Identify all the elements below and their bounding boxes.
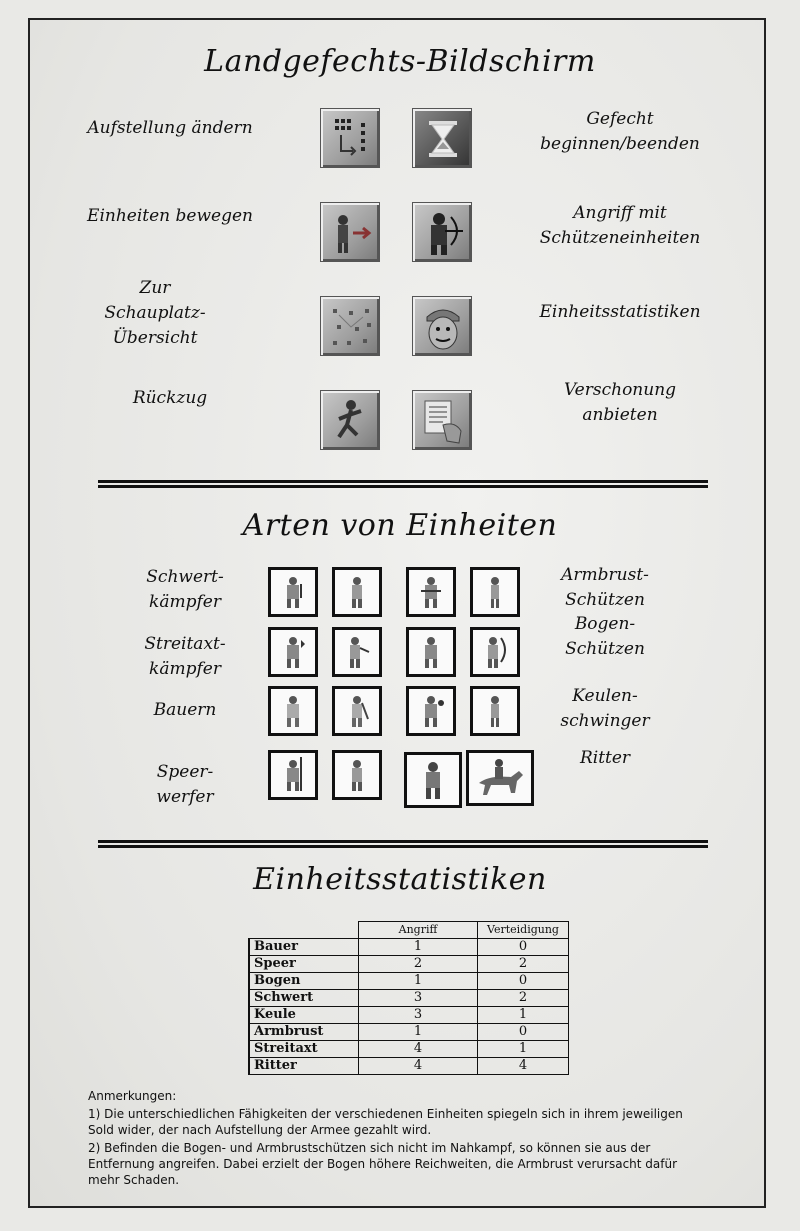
unit-spearman-2-icon bbox=[332, 750, 382, 800]
label-unit-stats: Einheitsstatistiken bbox=[539, 302, 701, 322]
unit-axeman-2-icon bbox=[332, 627, 382, 677]
label-macemen: Keulen- schwinger bbox=[560, 686, 650, 731]
label-start-end-battle: Gefecht beginnen/beenden bbox=[540, 109, 700, 154]
unit-archer-1-icon bbox=[406, 627, 456, 677]
formation-grid-icon[interactable] bbox=[320, 108, 380, 168]
archer-attack-icon[interactable] bbox=[412, 202, 472, 262]
label-retreat: Rückzug bbox=[132, 388, 208, 408]
label-change-formation: Aufstellung ändern bbox=[87, 118, 253, 138]
section-title-battle-screen: Landgefechts-Bildschirm bbox=[204, 44, 596, 79]
unit-spearman-1-icon bbox=[268, 750, 318, 800]
table-row: Schwert 3 2 bbox=[249, 990, 569, 1007]
table-header-row bbox=[249, 922, 569, 939]
header-defense: Verteidigung bbox=[478, 922, 569, 939]
label-crossbowmen: Armbrust- Schützen bbox=[561, 565, 649, 610]
unit-stats-table bbox=[248, 921, 569, 1075]
label-offer-mercy: Verschonung anbieten bbox=[563, 380, 677, 425]
label-axemen: Streitaxt- kämpfer bbox=[144, 634, 226, 679]
unit-maceman-1-icon bbox=[406, 686, 456, 736]
unit-swordsman-1-icon bbox=[268, 567, 318, 617]
unit-crossbowman-2-icon bbox=[470, 567, 520, 617]
table-row: Bauer 1 0 bbox=[249, 939, 569, 956]
unit-knight-1-icon bbox=[404, 752, 462, 808]
table-row: Ritter 4 4 bbox=[249, 1058, 569, 1075]
unit-peasant-2-icon bbox=[332, 686, 382, 736]
section-title-unit-stats: Einheitsstatistiken bbox=[253, 862, 547, 897]
notes-heading: Anmerkungen: bbox=[88, 1089, 177, 1103]
table-row: Keule 3 1 bbox=[249, 1007, 569, 1024]
notes-block bbox=[88, 1088, 708, 1190]
hourglass-icon[interactable] bbox=[412, 108, 472, 168]
label-archers: Bogen- Schützen bbox=[565, 614, 645, 659]
soldier-face-icon[interactable] bbox=[412, 296, 472, 356]
label-peasants: Bauern bbox=[153, 700, 217, 720]
move-units-icon[interactable] bbox=[320, 202, 380, 262]
unit-swordsman-2-icon bbox=[332, 567, 382, 617]
label-theater-overview: Zur Schauplatz- Übersicht bbox=[104, 278, 206, 348]
table-row: Bogen 1 0 bbox=[249, 973, 569, 990]
header-attack: Angriff bbox=[359, 922, 478, 939]
section-title-unit-types: Arten von Einheiten bbox=[242, 508, 558, 543]
label-knights: Ritter bbox=[579, 748, 631, 768]
mercy-scroll-icon[interactable] bbox=[412, 390, 472, 450]
retreat-icon[interactable] bbox=[320, 390, 380, 450]
unit-crossbowman-1-icon bbox=[406, 567, 456, 617]
label-move-units: Einheiten bewegen bbox=[87, 206, 253, 226]
divider-2 bbox=[98, 840, 708, 848]
unit-knight-mounted-icon bbox=[466, 750, 534, 806]
label-ranged-attack: Angriff mit Schützeneinheiten bbox=[539, 203, 701, 248]
table-row: Streitaxt 4 1 bbox=[249, 1041, 569, 1058]
unit-maceman-2-icon bbox=[470, 686, 520, 736]
unit-archer-2-icon bbox=[470, 627, 520, 677]
table-row: Speer 2 2 bbox=[249, 956, 569, 973]
unit-peasant-1-icon bbox=[268, 686, 318, 736]
divider-1 bbox=[98, 480, 708, 488]
overview-map-icon[interactable] bbox=[320, 296, 380, 356]
note-item-1: 1) Die unterschiedlichen Fähigkeiten der verschiedenen Einheiten spiegeln sich in ihrem jeweiligen Sold wider, der nach Aufstellung der Armee gezahlt wird. bbox=[88, 1107, 683, 1137]
table-row: Armbrust 1 0 bbox=[249, 1024, 569, 1041]
label-swordsmen: Schwert- kämpfer bbox=[146, 567, 224, 612]
note-item-2: 2) Befinden die Bogen- und Armbrustschützen sich nicht im Nahkampf, so können sie aus der Entfernung angreifen. Dabei erzielt der Bogen höhere Reichweiten, die Armbrust verursacht dafür mehr Schaden. bbox=[88, 1141, 678, 1187]
unit-axeman-1-icon bbox=[268, 627, 318, 677]
label-spearmen: Speer- werfer bbox=[156, 762, 214, 807]
